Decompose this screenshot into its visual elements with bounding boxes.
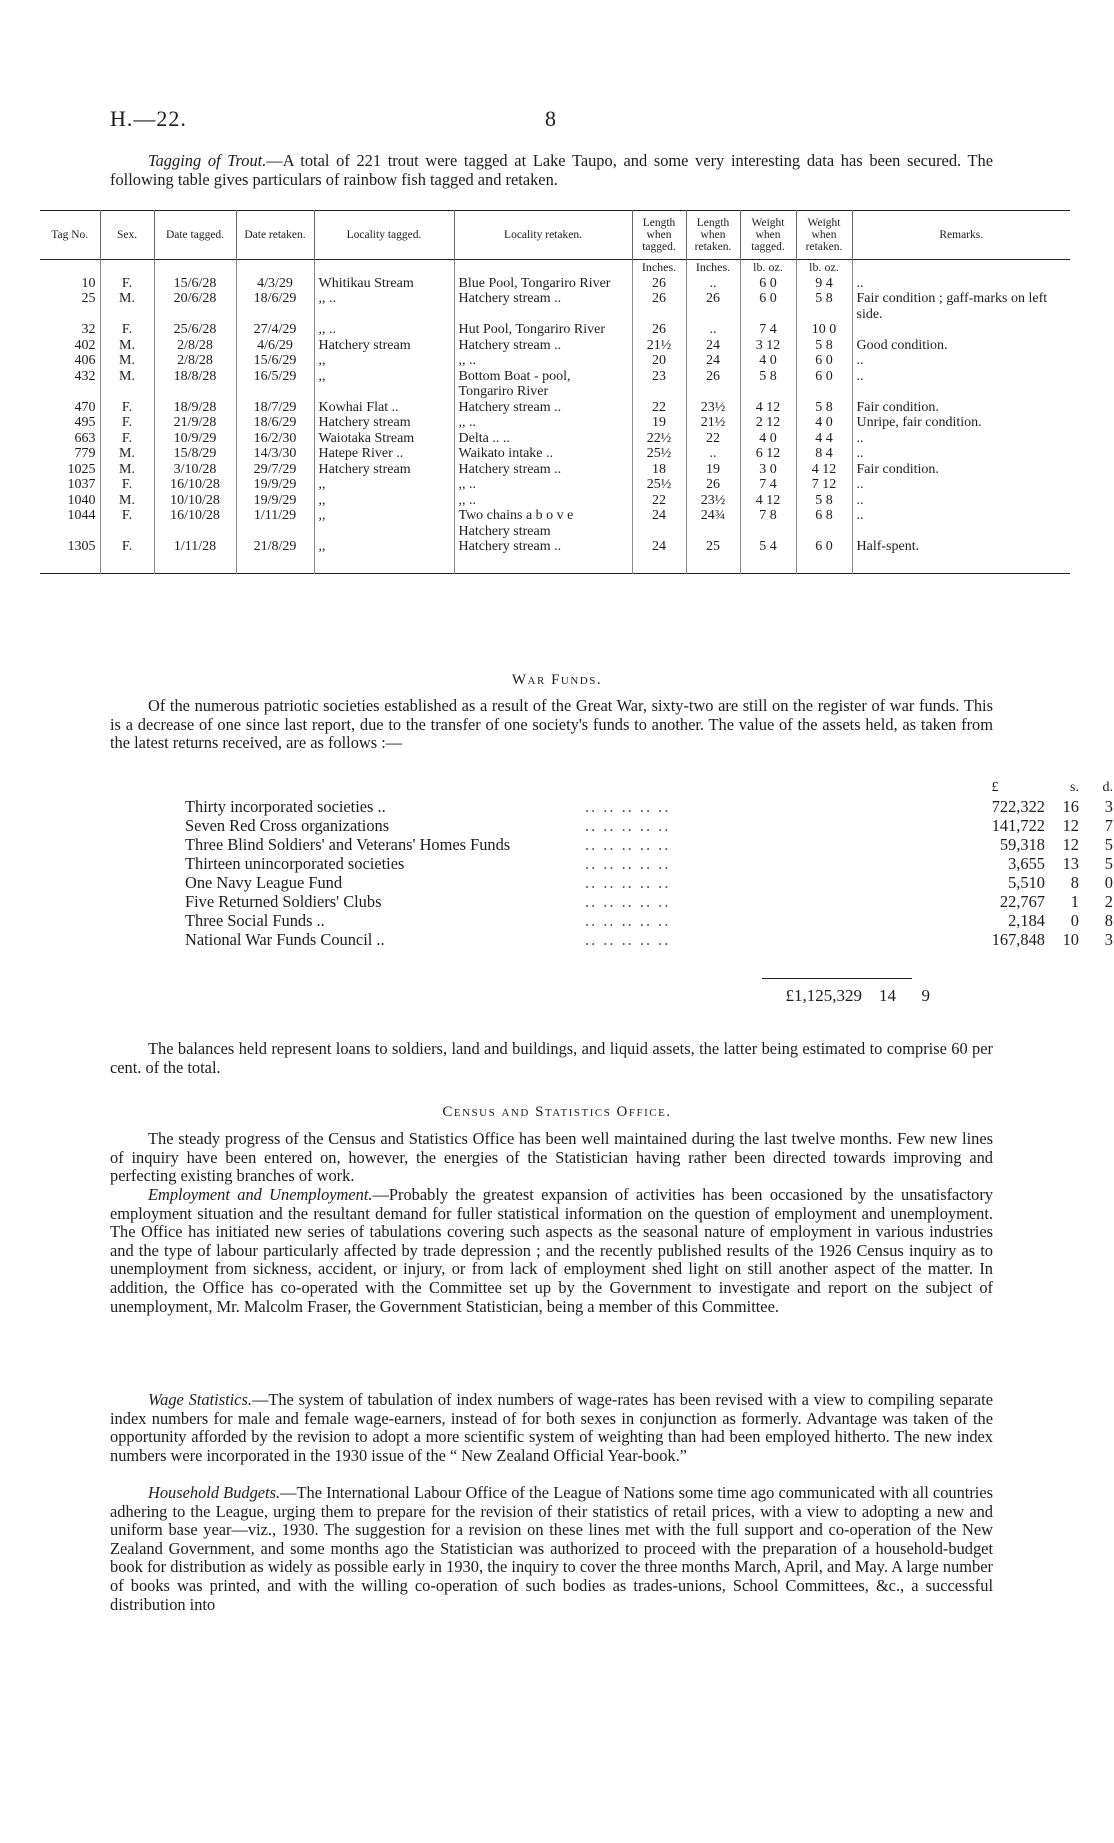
cell-tagged: 3/10/28 <box>154 462 236 478</box>
cell-wt-t: 4 0 <box>740 353 796 369</box>
pounds-header: £ <box>991 780 999 795</box>
cell-wt-r: 6 8 <box>796 508 852 539</box>
cell-wt-t: 2 12 <box>740 415 796 431</box>
fund-pounds: 141,722 <box>991 816 1045 835</box>
cell-wt-r: 6 0 <box>796 353 852 369</box>
cell-loc-tagged: ,, <box>314 353 454 369</box>
budgets-text: —The International Labour Office of the League of Nations some time ago communicated with all countries adhering to the League, urging them to prepare for the revision of their statistics of retail prices, with a view to adopting a new and uniform base year—viz., 1930. The suggestion for a revision on these lines met with the full support and co-operation of the New Zealand Government, and some months ago the Statistician was authorized to proceed with the preparation of a household-budget book for distribution as widely as possible early in 1930, the inquiry to cover the three months March, April, and May. A large number of books was printed, and with the willing co-operation of such bodies as trades-unions, School Committees, &c., a successful distribution into <box>110 1483 994 1614</box>
cell-loc-tagged: Whitikau Stream <box>314 276 454 292</box>
cell-loc-retaken: Hatchery stream .. <box>454 338 632 354</box>
employment-text: —Probably the greatest expansion of activities has been occasioned by the unsatisfactory employment situation and the resultant demand for fuller statistical information on the question of employment and unemployment. The Office has initiated new series of tabulations covering such aspects as the seasonal nature of employment in various industries and the type of labour particularly affected by trade depression ; and the recently published results of the 1926 Census inquiry as to unemployment from sickness, accident, or injury, or from lack of employment shed light on still another aspect of the matter. In addition, the Office has co-operated with the Committee set up by the Government to investigate and report on the subject of unemployment, Mr. Malcolm Fraser, the Government Statistician, being a member of this Committee. <box>110 1185 993 1316</box>
cell-wt-t: 4 12 <box>740 493 796 509</box>
table-row <box>40 508 1070 539</box>
fund-name: Thirty incorporated societies .. <box>185 797 386 816</box>
fund-shillings: 12 <box>1062 835 1079 854</box>
fund-name: Three Social Funds .. <box>185 911 325 930</box>
table-header-row <box>40 211 1070 260</box>
cell-retaken: 4/6/29 <box>236 338 314 354</box>
cell-len-t: 22 <box>632 400 686 416</box>
fund-name: National War Funds Council .. <box>185 930 385 949</box>
unit-weight-retaken: lb. oz. <box>796 260 852 276</box>
cell-remarks: Fair condition. <box>852 462 1070 478</box>
leader-dots: .. .. .. .. .. <box>585 873 671 892</box>
leader-dots: .. .. .. .. .. <box>585 892 671 911</box>
units-row <box>40 260 1070 276</box>
cell-wt-t: 5 8 <box>740 369 796 400</box>
cell-len-t: 19 <box>632 415 686 431</box>
cell-len-r: 22 <box>686 431 740 447</box>
unit-length-retaken: Inches. <box>686 260 740 276</box>
cell-retaken: 29/7/29 <box>236 462 314 478</box>
fund-row <box>185 797 1113 816</box>
leader-dots: .. .. .. .. .. <box>585 797 671 816</box>
cell-tag: 32 <box>81 322 96 337</box>
cell-loc-tagged: ,, <box>314 477 454 493</box>
fund-row <box>185 854 1113 873</box>
trout-intro-paragraph <box>110 152 993 189</box>
cell-loc-tagged: Hatchery stream <box>314 415 454 431</box>
cell-len-r: 23½ <box>686 493 740 509</box>
cell-len-r: 21½ <box>686 415 740 431</box>
cell-loc-tagged: ,, <box>314 508 454 539</box>
cell-wt-t: 6 0 <box>740 291 796 322</box>
war-funds-heading: War Funds. <box>511 672 603 688</box>
cell-wt-r: 4 0 <box>796 415 852 431</box>
cell-remarks: .. <box>852 493 1070 509</box>
cell-len-t: 24 <box>632 508 686 539</box>
col-date-tagged-header: Date tagged. <box>154 211 236 260</box>
cell-loc-retaken: ,, .. <box>454 493 632 509</box>
fund-pence: 3 <box>1104 797 1113 816</box>
cell-retaken: 19/9/29 <box>236 493 314 509</box>
unit-weight-tagged: lb. oz. <box>740 260 796 276</box>
col-weight-tagged-header: Weight when tagged. <box>740 211 796 260</box>
cell-len-r: 26 <box>686 477 740 493</box>
leader-dots: .. .. .. .. .. <box>585 835 671 854</box>
cell-tag: 470 <box>74 399 96 415</box>
cell-loc-tagged: ,, <box>314 493 454 509</box>
census-heading: Census and Statistics Office. <box>442 1104 672 1120</box>
page-number: 8 <box>545 106 556 131</box>
census-wage-paragraph <box>110 1391 993 1465</box>
cell-wt-r: 5 8 <box>796 291 852 322</box>
fund-row <box>185 911 1113 930</box>
fund-row <box>185 835 1113 854</box>
cell-sex: M. <box>100 338 154 354</box>
cell-remarks: .. <box>852 508 1070 539</box>
cell-tagged: 16/10/28 <box>154 508 236 539</box>
leader-dots: .. .. .. .. .. <box>585 930 671 949</box>
fund-name: Thirteen unincorporated societies <box>185 854 405 873</box>
cell-sex: M. <box>100 493 154 509</box>
wage-lead: Wage Statistics. <box>148 1390 252 1409</box>
fund-pence: 2 <box>1104 892 1113 911</box>
table-body <box>40 260 1070 574</box>
war-funds-closing: The balances held represent loans to soldiers, land and buildings, and liquid assets, the latter being estimated to comprise 60 per cent. of the total. <box>110 1039 993 1077</box>
col-weight-retaken-header: Weight when retaken. <box>796 211 852 260</box>
cell-wt-t: 7 8 <box>740 508 796 539</box>
fund-pence: 5 <box>1104 854 1113 873</box>
fund-shillings: 1 <box>1070 892 1079 911</box>
cell-wt-t: 6 0 <box>740 276 796 292</box>
cell-tag: 1305 <box>67 539 96 554</box>
cell-tag: 1044 <box>67 508 96 523</box>
table-row <box>40 493 1070 509</box>
cell-len-t: 23 <box>632 369 686 400</box>
cell-wt-t: 7 4 <box>740 322 796 338</box>
fund-pence: 3 <box>1104 930 1113 949</box>
employment-lead: Employment and Unemployment. <box>148 1185 373 1204</box>
cell-loc-retaken: Two chains a b o v e Hatchery stream <box>454 508 632 539</box>
cell-len-r: .. <box>686 446 740 462</box>
table-row <box>40 431 1070 447</box>
cell-sex: M. <box>100 291 154 322</box>
cell-tag: 432 <box>74 368 96 384</box>
fund-name: Seven Red Cross organizations <box>185 816 390 835</box>
cell-tagged: 21/9/28 <box>154 415 236 431</box>
cell-retaken: 18/6/29 <box>236 291 314 322</box>
cell-loc-retaken: Blue Pool, Tongariro River <box>454 276 632 292</box>
cell-tagged: 25/6/28 <box>154 322 236 338</box>
cell-tagged: 16/10/28 <box>154 477 236 493</box>
cell-tagged: 2/8/28 <box>154 353 236 369</box>
cell-loc-retaken: ,, .. <box>454 477 632 493</box>
fund-pounds: 3,655 <box>1008 854 1045 873</box>
cell-sex: M. <box>100 446 154 462</box>
cell-wt-t: 5 4 <box>740 539 796 573</box>
cell-sex: F. <box>100 508 154 539</box>
cell-len-r: .. <box>686 322 740 338</box>
cell-loc-tagged: Waiotaka Stream <box>314 431 454 447</box>
cell-len-t: 22 <box>632 493 686 509</box>
cell-remarks: Good condition. <box>852 338 1070 354</box>
cell-remarks: Fair condition ; gaff-marks on left side. <box>852 291 1070 322</box>
cell-len-t: 24 <box>632 539 686 573</box>
pence-header: d. <box>1102 780 1113 795</box>
fund-pounds: 5,510 <box>1008 873 1045 892</box>
cell-remarks: .. <box>852 276 1070 292</box>
fund-shillings: 8 <box>1070 873 1079 892</box>
cell-wt-r: 8 4 <box>796 446 852 462</box>
fund-name: One Navy League Fund <box>185 873 343 892</box>
cell-len-r: 23½ <box>686 400 740 416</box>
cell-len-r: 24 <box>686 353 740 369</box>
fund-pounds: 2,184 <box>1008 911 1045 930</box>
cell-wt-r: 4 12 <box>796 462 852 478</box>
cell-sex: F. <box>100 415 154 431</box>
table-row <box>40 369 1070 400</box>
cell-tagged: 15/6/28 <box>154 276 236 292</box>
cell-wt-t: 4 12 <box>740 400 796 416</box>
fund-name: Five Returned Soldiers' Clubs <box>185 892 382 911</box>
fund-shillings: 13 <box>1062 854 1079 873</box>
fund-row <box>185 892 1113 911</box>
cell-remarks: .. <box>852 477 1070 493</box>
cell-wt-t: 3 12 <box>740 338 796 354</box>
cell-tagged: 18/8/28 <box>154 369 236 400</box>
fund-pence: 8 <box>1104 911 1113 930</box>
cell-loc-retaken: Hatchery stream .. <box>454 539 632 573</box>
col-locality-tagged-header: Locality tagged. <box>314 211 454 260</box>
cell-len-r: 24 <box>686 338 740 354</box>
cell-tagged: 18/9/28 <box>154 400 236 416</box>
cell-remarks: .. <box>852 446 1070 462</box>
shillings-header: s. <box>1070 780 1079 795</box>
cell-len-t: 21½ <box>632 338 686 354</box>
table-row <box>40 291 1070 322</box>
total-rule <box>762 978 912 979</box>
currency-header-row <box>185 778 1113 797</box>
cell-wt-t: 6 12 <box>740 446 796 462</box>
col-sex-header: Sex. <box>100 211 154 260</box>
census-employment-paragraph <box>110 1186 993 1316</box>
col-locality-retaken-header: Locality retaken. <box>454 211 632 260</box>
cell-tag: 779 <box>74 446 96 461</box>
cell-wt-r: 6 0 <box>796 369 852 400</box>
cell-len-t: 25½ <box>632 477 686 493</box>
cell-wt-r: 7 12 <box>796 477 852 493</box>
cell-loc-tagged: Kowhai Flat .. <box>314 400 454 416</box>
cell-loc-tagged: Hatepe River .. <box>314 446 454 462</box>
cell-loc-retaken: ,, .. <box>454 353 632 369</box>
cell-tagged: 15/8/29 <box>154 446 236 462</box>
fund-pence: 7 <box>1104 816 1113 835</box>
census-paragraph-1: The steady progress of the Census and Statistics Office has been well maintained during the last twelve months. Few new lines of inquiry have been entered on, however, the energies of the Statistician having rather been directed towards improving and perfecting existing branches of work. <box>110 1129 993 1186</box>
budgets-lead: Household Budgets. <box>148 1483 281 1502</box>
war-funds-table <box>185 778 1113 949</box>
cell-len-r: 25 <box>686 539 740 573</box>
cell-len-t: 26 <box>632 276 686 292</box>
war-funds-intro: Of the numerous patriotic societies established as a result of the Great War, sixty-two are still on the register of war funds. This is a decrease of one since last report, due to the transfer of one society's funds to another. The value of the assets held, as taken from the latest returns received, are as follows :— <box>110 696 993 753</box>
cell-remarks <box>852 322 1070 338</box>
cell-sex: M. <box>100 462 154 478</box>
table-row <box>40 322 1070 338</box>
unit-length-tagged: Inches. <box>632 260 686 276</box>
cell-remarks: Unripe, fair condition. <box>852 415 1070 431</box>
cell-sex: F. <box>100 276 154 292</box>
leader-dots: .. .. .. .. .. <box>585 911 671 930</box>
col-length-retaken-header: Length when retaken. <box>686 211 740 260</box>
table-row <box>40 415 1070 431</box>
cell-remarks: Fair condition. <box>852 400 1070 416</box>
cell-loc-retaken: Hatchery stream .. <box>454 400 632 416</box>
col-length-tagged-header: Length when tagged. <box>632 211 686 260</box>
table-row <box>40 446 1070 462</box>
cell-loc-retaken: ,, .. <box>454 415 632 431</box>
fund-pence: 0 <box>1104 873 1113 892</box>
cell-tag: 1037 <box>67 477 96 492</box>
cell-retaken: 16/5/29 <box>236 369 314 400</box>
col-date-retaken-header: Date retaken. <box>236 211 314 260</box>
cell-sex: F. <box>100 431 154 447</box>
table-row <box>40 338 1070 354</box>
cell-loc-tagged: Hatchery stream <box>314 462 454 478</box>
table-row <box>40 477 1070 493</box>
table-row <box>40 539 1070 573</box>
cell-sex: M. <box>100 353 154 369</box>
trout-intro-text: —A total of 221 trout were tagged at Lake Taupo, and some very interesting data has been secured. The following table gives particulars of rainbow fish tagged and retaken. <box>110 151 993 189</box>
cell-retaken: 16/2/30 <box>236 431 314 447</box>
cell-len-t: 22½ <box>632 431 686 447</box>
cell-wt-r: 5 8 <box>796 400 852 416</box>
cell-tag: 406 <box>74 353 96 368</box>
cell-len-t: 26 <box>632 291 686 322</box>
cell-tag: 663 <box>74 430 96 446</box>
cell-wt-r: 9 4 <box>796 276 852 292</box>
leader-dots: .. .. .. .. .. <box>585 816 671 835</box>
cell-tag: 402 <box>74 337 96 353</box>
cell-retaken: 18/6/29 <box>236 415 314 431</box>
trout-tagging-table <box>40 210 1070 574</box>
cell-retaken: 15/6/29 <box>236 353 314 369</box>
cell-sex: M. <box>100 369 154 400</box>
cell-tag: 25 <box>81 291 96 306</box>
fund-row <box>185 873 1113 892</box>
cell-remarks: .. <box>852 353 1070 369</box>
cell-sex: F. <box>100 477 154 493</box>
cell-wt-r: 4 4 <box>796 431 852 447</box>
cell-tag: 1025 <box>67 461 96 477</box>
cell-len-t: 26 <box>632 322 686 338</box>
cell-retaken: 1/11/29 <box>236 508 314 539</box>
cell-wt-r: 10 0 <box>796 322 852 338</box>
cell-loc-retaken: Waikato intake .. <box>454 446 632 462</box>
cell-tag: 495 <box>74 415 96 430</box>
cell-len-t: 18 <box>632 462 686 478</box>
cell-retaken: 14/3/30 <box>236 446 314 462</box>
cell-tagged: 2/8/28 <box>154 338 236 354</box>
cell-loc-tagged: ,, <box>314 539 454 573</box>
cell-retaken: 4/3/29 <box>236 276 314 292</box>
cell-remarks: Half-spent. <box>852 539 1070 573</box>
table-row <box>40 276 1070 292</box>
total-pence: 9 <box>921 986 930 1005</box>
cell-sex: F. <box>100 539 154 573</box>
total-pounds: £1,125,329 <box>785 986 862 1005</box>
cell-loc-tagged: Hatchery stream <box>314 338 454 354</box>
col-remarks-header: Remarks. <box>852 211 1070 260</box>
cell-len-t: 25½ <box>632 446 686 462</box>
cell-len-r: 24¾ <box>686 508 740 539</box>
fund-shillings: 16 <box>1062 797 1079 816</box>
cell-remarks: .. <box>852 431 1070 447</box>
cell-remarks: .. <box>852 369 1070 400</box>
cell-tag: 10 <box>81 275 96 291</box>
fund-pounds: 722,322 <box>991 797 1045 816</box>
cell-loc-retaken: Hut Pool, Tongariro River <box>454 322 632 338</box>
total-shillings: 14 <box>879 986 896 1005</box>
fund-name: Three Blind Soldiers' and Veterans' Homes Funds <box>185 835 511 854</box>
cell-wt-t: 3 0 <box>740 462 796 478</box>
cell-loc-tagged: ,, .. <box>314 322 454 338</box>
trout-lead: Tagging of Trout. <box>148 151 267 170</box>
col-tag-no-header: Tag No. <box>51 229 89 241</box>
census-budgets-paragraph <box>110 1484 993 1614</box>
cell-loc-tagged: ,, .. <box>314 291 454 322</box>
wage-text: —The system of tabulation of index numbers of wage-rates has been revised with a view to compiling separate index numbers for male and female wage-earners, instead of for both sexes in conjunction as formerly. Advantage was taken of the opportunity afforded by the revision to adopt a more scientific system of weighting than had been employed hitherto. The new index numbers were incorporated in the 1930 issue of the “ New Zealand Official Year-book.” <box>110 1390 993 1465</box>
cell-loc-tagged: ,, <box>314 369 454 400</box>
fund-pence: 5 <box>1104 835 1113 854</box>
fund-pounds: 59,318 <box>999 835 1045 854</box>
cell-len-r: 26 <box>686 291 740 322</box>
cell-tagged: 10/9/29 <box>154 431 236 447</box>
cell-wt-r: 6 0 <box>796 539 852 573</box>
document-reference: H.—22. <box>110 106 187 131</box>
fund-row <box>185 930 1113 949</box>
cell-sex: F. <box>100 400 154 416</box>
cell-wt-r: 5 8 <box>796 338 852 354</box>
fund-shillings: 12 <box>1062 816 1079 835</box>
cell-wt-t: 4 0 <box>740 431 796 447</box>
cell-tagged: 1/11/28 <box>154 539 236 573</box>
cell-loc-retaken: Bottom Boat - pool, Tongariro River <box>454 369 632 400</box>
fund-row <box>185 816 1113 835</box>
cell-wt-r: 5 8 <box>796 493 852 509</box>
cell-tag: 1040 <box>67 492 96 508</box>
table-row <box>40 400 1070 416</box>
cell-retaken: 27/4/29 <box>236 322 314 338</box>
cell-len-r: 19 <box>686 462 740 478</box>
cell-tagged: 10/10/28 <box>154 493 236 509</box>
cell-retaken: 19/9/29 <box>236 477 314 493</box>
cell-len-t: 20 <box>632 353 686 369</box>
cell-len-r: .. <box>686 276 740 292</box>
table-row <box>40 353 1070 369</box>
leader-dots: .. .. .. .. .. <box>585 854 671 873</box>
cell-wt-t: 7 4 <box>740 477 796 493</box>
cell-len-r: 26 <box>686 369 740 400</box>
cell-sex: F. <box>100 322 154 338</box>
cell-loc-retaken: Hatchery stream .. <box>454 291 632 322</box>
fund-shillings: 0 <box>1070 911 1079 930</box>
fund-pounds: 22,767 <box>999 892 1045 911</box>
cell-retaken: 18/7/29 <box>236 400 314 416</box>
cell-retaken: 21/8/29 <box>236 539 314 573</box>
table-row <box>40 462 1070 478</box>
cell-loc-retaken: Hatchery stream .. <box>454 462 632 478</box>
cell-tagged: 20/6/28 <box>154 291 236 322</box>
cell-loc-retaken: Delta .. .. <box>454 431 632 447</box>
fund-pounds: 167,848 <box>991 930 1045 949</box>
fund-shillings: 10 <box>1062 930 1079 949</box>
